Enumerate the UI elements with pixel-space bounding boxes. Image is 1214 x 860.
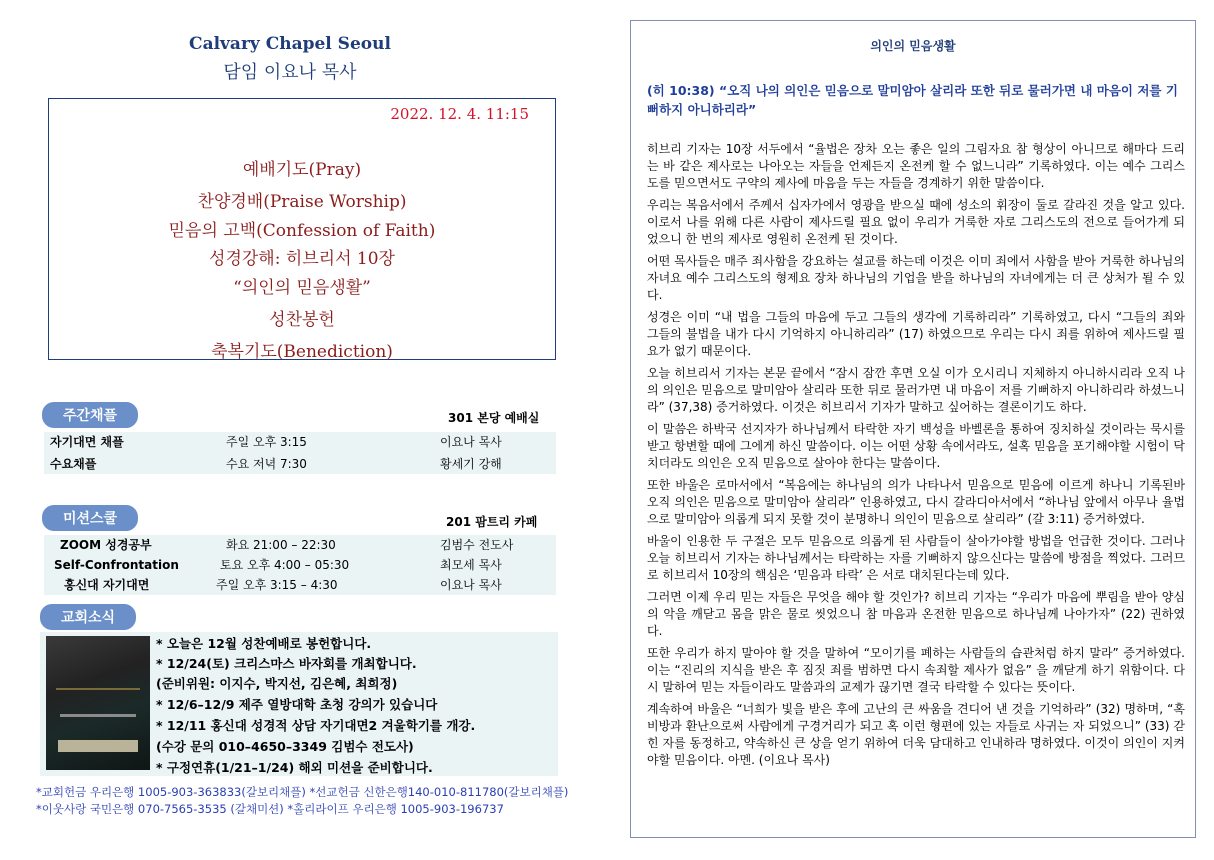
table-row [44, 535, 556, 555]
order-item-pray: 예배기도(Pray) [242, 160, 362, 180]
schedule-time: 화요 21:00 – 22:30 [226, 538, 336, 552]
sermon-paragraph: 계속하여 바울은 “너희가 빛을 받은 후에 고난의 큰 싸움을 견디어 낸 것을 기억하라” (32) 명하며, “혹 비방과 환난으로써 사람에게 구경거리가 되고 혹 이런 형편에 있는 자들로 사귀는 자 되었으니” (33) 갇힌 자를 동정하고, 약속하신 큰 상을 얻기 위하여 더욱 담대하고 인내하라 명하였다. 이것이 의인이 지켜야할 믿음이다. 아멘. (이요나 목사) [647, 702, 1185, 767]
scripture-verse: (히 10:38) “오직 나의 의인은 믿음으로 말미암아 살리라 또한 뒤로 물러가면 내 마음이 저를 기뻐하지 아니하리라” [647, 83, 1178, 117]
schedule-name: Self-Confrontation [54, 558, 179, 572]
order-item-sermon-title: “의인의 믿음생활” [233, 278, 371, 298]
news-item: (수강 문의 010–4650–3349 김범수 전도사) [156, 739, 414, 754]
schedule-time: 토요 오후 4:00 – 05:30 [220, 558, 350, 572]
mission-schedule-table [44, 535, 556, 595]
schedule-name: ZOOM 성경공부 [60, 538, 152, 552]
order-item-worship: 찬양경배(Praise Worship) [197, 192, 407, 212]
schedule-leader: 이요나 목사 [440, 578, 502, 592]
book-cover-image [46, 636, 150, 770]
schedule-leader: 최모세 목사 [440, 558, 502, 572]
church-news-box [40, 632, 558, 776]
order-item-communion: 성찬봉헌 [269, 310, 335, 330]
order-item-sermon: 성경강해: 히브리서 10장 [209, 249, 395, 269]
sermon-paragraph: 히브리 기자는 10장 서두에서 “율법은 장차 오는 좋은 일의 그림자요 참 형상이 아니므로 해마다 드리는 바 같은 제사로는 나아오는 자들을 언제든지 온전케 할 수 없느니라” 기록하였다. 이는 예수 그리스도를 믿으면서도 구약의 제사에 마음을 두는 자들을 경계하기 위한 말씀이다. [647, 142, 1185, 190]
service-date: 2022. 12. 4. 11:15 [390, 105, 529, 123]
sermon-paragraph: 이 말씀은 하박국 선지자가 하나님께서 타락한 자기 백성을 바벨론을 통하여 징치하실 것이라는 묵시를 받고 항변할 때에 그에게 하신 말씀이다. 이는 어떤 상황 속에서라도, 설혹 믿음을 포기해야할 시험이 닥치더라도 의인은 오직 믿음으로 살아야 한다는 말씀이다. [647, 422, 1185, 470]
sermon-paragraph: 성경은 이미 “내 법을 그들의 마음에 두고 그들의 생각에 기록하리라” 기록하였고, 다시 “그들의 죄와 그들의 불법을 내가 다시 기억하지 아니하리라” (17) 하였으므로 우리는 다시 죄를 위하여 제사드릴 필요가 없기 때문이다. [647, 310, 1185, 358]
schedule-name: 수요채플 [50, 457, 97, 471]
mission-location: 201 팜트리 카페 [446, 515, 538, 529]
news-item: * 12/24(토) 크리스마스 바자회를 개최합니다. [156, 656, 417, 671]
pastor-name: 담임 이요나 목사 [223, 62, 357, 83]
sermon-paragraph: 오늘 히브리서 기자는 본문 끝에서 “잠시 잠깐 후면 오실 이가 오시리니 지체하지 아니하시리라 오직 나의 의인은 믿음으로 말미암아 살리라 또한 뒤로 물러가면 내 마음이 저를 기뻐하지 아니하리라 하셨느니라” (37,38) 증거하였다. 이것은 히브리서 기자가 말하고 싶어하는 결론이기도 하다. [647, 366, 1185, 414]
weekly-schedule-table [44, 432, 556, 474]
sermon-paragraph: 그러면 이제 우리 믿는 자들은 무엇을 해야 할 것인가? 히브리 기자는 “우리가 마음에 뿌림을 받아 양심의 악을 깨닫고 몸을 맑은 물로 씻었으니 참 마음과 온전한 믿음으로 하나님께 나아가자” (22) 권하였다. [647, 590, 1185, 638]
bank-account-line: *이웃사랑 국민은행 070-7565-3535 (갈채미션) *홀리라이프 우리은행 1005-903-196737 [36, 802, 504, 816]
news-item: (준비위원: 이지수, 박지선, 김은혜, 최희정) [156, 676, 398, 691]
schedule-name: 홍신대 자기대면 [64, 578, 150, 592]
tab-weekly-chapel: 주간채플 [42, 402, 138, 428]
church-name: Calvary Chapel Seoul [189, 34, 391, 54]
sermon-paragraph: 우리는 복음서에서 주께서 십자가에서 영광을 받으실 때에 성소의 휘장이 둘로 갈라진 것을 알고 있다. 이로서 나를 위해 다른 사람이 제사드릴 필요 없이 우리가 거룩한 자로 그리스도의 전으로 들어가게 되었으니 한 번의 제사로 영원히 온전케 된 것이다. [647, 198, 1185, 246]
sermon-paragraph: 어떤 목사들은 매주 죄사함을 강요하는 설교를 하는데 이것은 이미 죄에서 사함을 받아 거룩한 하나님의 자녀요 예수 그리스도의 형제요 장차 하나님의 기업을 받을 하나님의 자녀에게는 더 큰 상처가 될 수 있다. [647, 254, 1185, 302]
sermon-paragraph: 또한 우리가 하지 말아야 할 것을 말하여 “모이기를 폐하는 사람들의 습관처럼 하지 말라” 증거하였다. 이는 “진리의 지식을 받은 후 짐짓 죄를 범하면 다시 속죄할 제사가 없음” 을 깨닫게 하기 위함이다. 다시 말하여 믿는 자들이라도 말씀과의 교제가 끊기면 결국 타락할 수 있다는 뜻이다. [647, 646, 1185, 694]
schedule-time: 수요 저녁 7:30 [226, 457, 307, 471]
schedule-name: 자기대면 채플 [50, 435, 124, 449]
table-row [44, 555, 556, 575]
table-row [44, 454, 556, 474]
order-item-benediction: 축복기도(Benediction) [211, 342, 393, 362]
schedule-leader: 김범수 전도사 [440, 538, 514, 552]
sermon-title: 의인의 믿음생활 [870, 39, 956, 53]
sermon-panel [630, 20, 1196, 838]
news-item: * 12/11 홍신대 성경적 상담 자기대면2 겨울학기를 개강. [156, 718, 476, 733]
service-order-box [48, 98, 556, 360]
order-item-confession: 믿음의 고백(Confession of Faith) [168, 221, 436, 241]
weekly-location: 301 본당 예배실 [448, 411, 540, 425]
news-item: * 구정연휴(1/21–1/24) 해외 미션을 준비합니다. [156, 760, 433, 775]
table-row [44, 575, 556, 595]
sermon-body [647, 141, 1185, 774]
sermon-paragraph: 바울이 인용한 두 구절은 모두 믿음으로 의롭게 된 사람들이 살아가야할 방법을 언급한 것이다. 그러나 오늘 히브리서 기자는 하나님께서는 타락하는 자를 기뻐하지 않으신다는 말씀에 방점을 찍었다. 그러므로 히브리서 10장의 핵심은 ‘믿음과 타락’ 은 서로 대치된다는데 있다. [647, 534, 1185, 582]
news-item: * 오늘은 12월 성찬예배로 봉헌합니다. [156, 636, 372, 651]
table-row [44, 432, 556, 452]
tab-mission-school: 미션스쿨 [42, 505, 138, 531]
schedule-time: 주일 오후 3:15 [226, 435, 307, 449]
tab-church-news: 교회소식 [40, 604, 136, 630]
news-item: * 12/6–12/9 제주 열방대학 초청 강의가 있습니다 [156, 697, 438, 712]
schedule-leader: 황세기 강해 [440, 457, 502, 471]
sermon-paragraph: 또한 바울은 로마서에서 “복음에는 하나님의 의가 나타나서 믿음으로 믿음에 이르게 하나니 기록된바 오직 의인은 믿음으로 말미암아 살리라” 인용하였고, 다시 갈라디아서에서 “하나님 앞에서 아무나 율법으로 말미암아 의롭게 되지 못할 것이 분명하니 의인이 믿음으로 살리라” (갈 3:11) 증거하였다. [647, 478, 1185, 526]
schedule-leader: 이요나 목사 [440, 435, 502, 449]
schedule-time: 주일 오후 3:15 – 4:30 [216, 578, 338, 592]
bank-account-line: *교회헌금 우리은행 1005-903-363833(갈보리채플) *선교헌금 신한은행140-010-811780(갈보리채플) [36, 785, 569, 799]
